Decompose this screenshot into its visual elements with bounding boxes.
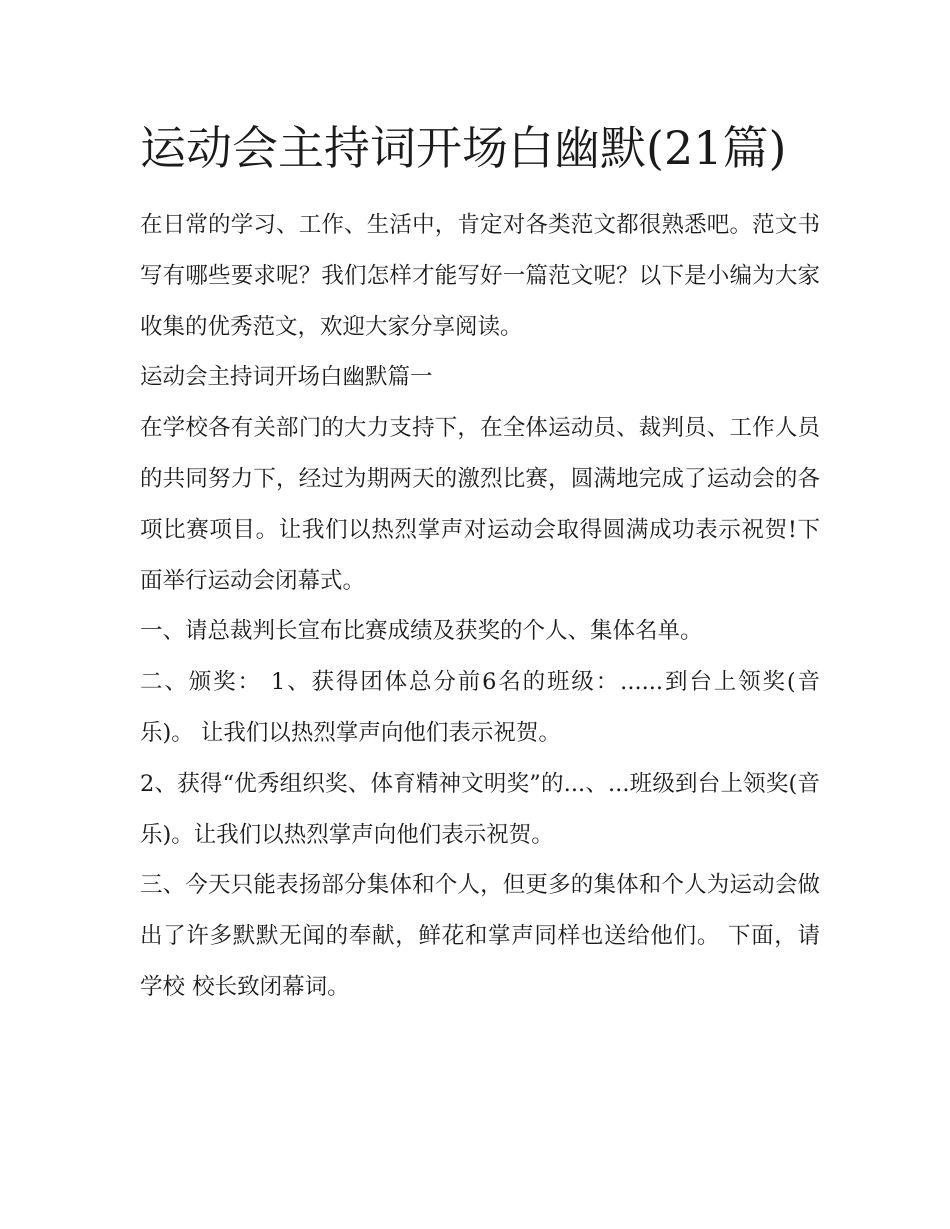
list-item-1: 一、请总裁判长宣布比赛成绩及获奖的个人、集体名单。 xyxy=(140,618,703,645)
document-title: 运动会主持词开场白幽默(21篇) xyxy=(140,121,787,175)
body-paragraph: 在学校各有关部门的大力支持下，在全体运动员、裁判员、工作人员的共同努力下，经过为期两天的激烈比赛，圆满地完成了运动会的各项比赛项目。让我们以热烈掌声对运动会取得圆满成功表示祝贺!下面举行运动会闭幕式。 xyxy=(140,415,820,594)
list-item-2-sub: 2、获得“优秀组织奖、体育精神文明奖”的...、...班级到台上领奖(音乐)。让我们以热烈掌声向他们表示祝贺。 xyxy=(140,770,820,848)
list-item-3: 三、今天只能表扬部分集体和个人，但更多的集体和个人为运动会做出了许多默默无闻的奉献，鲜花和掌声同样也送给他们。 下面，请学校 校长致闭幕词。 xyxy=(140,872,820,1000)
document-body xyxy=(140,112,820,1013)
intro-paragraph: 在日常的学习、工作、生活中，肯定对各类范文都很熟悉吧。范文书写有哪些要求呢？我们怎样才能写好一篇范文呢？以下是小编为大家收集的优秀范文，欢迎大家分享阅读。 xyxy=(140,212,820,340)
list-item-2: 二、颁奖： 1、获得团体总分前6名的班级：......到台上领奖(音乐)。 让我们以热烈掌声向他们表示祝贺。 xyxy=(140,669,820,746)
section-heading: 运动会主持词开场白幽默篇一 xyxy=(140,364,433,391)
